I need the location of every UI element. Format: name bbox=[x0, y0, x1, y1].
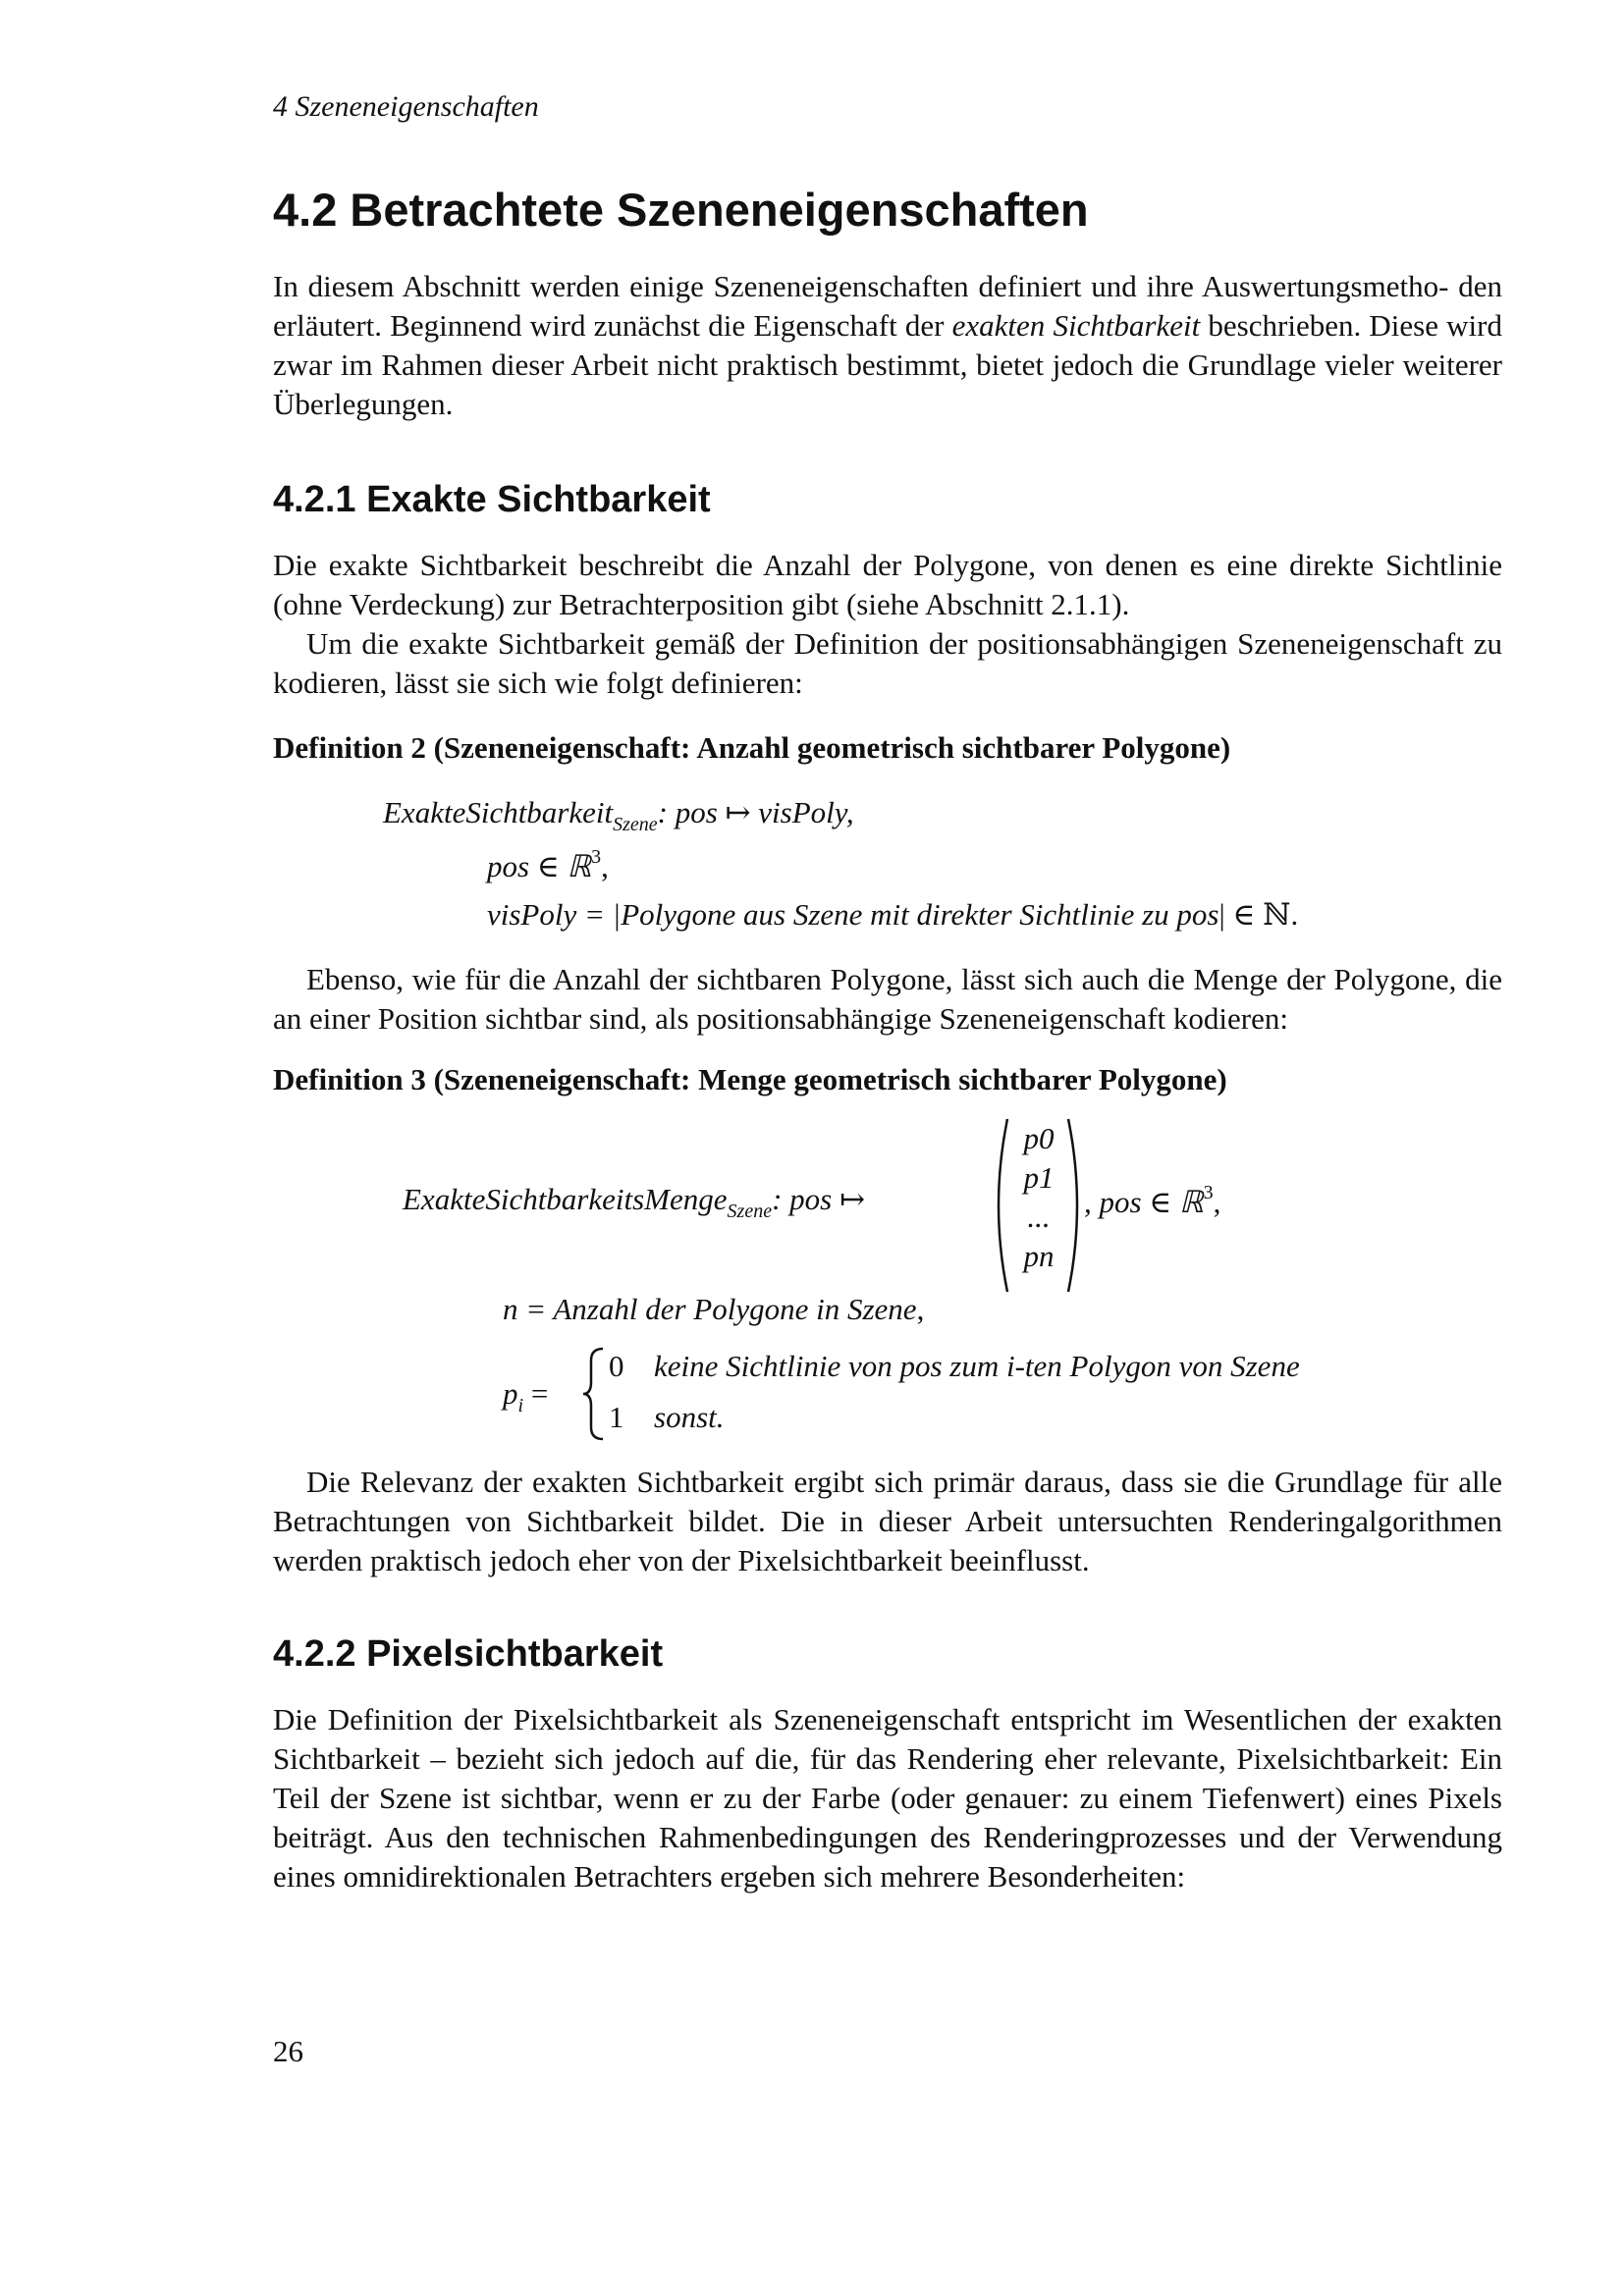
intro-paragraph bbox=[273, 267, 1502, 424]
page bbox=[273, 0, 1502, 2296]
case-0-value: 0 bbox=[609, 1349, 624, 1383]
def2-sub: Szene bbox=[613, 814, 658, 835]
vector-entry-dots: ... bbox=[1027, 1200, 1051, 1234]
def2-formula-line3 bbox=[487, 897, 1298, 933]
def3-after: , pos ∈ ℝ bbox=[1084, 1185, 1204, 1219]
def2-formula-line2 bbox=[487, 846, 609, 884]
def2-l3e: pos bbox=[1176, 897, 1219, 932]
def2-formula-line1 bbox=[383, 795, 854, 836]
def2-l3c: Szene bbox=[792, 897, 863, 932]
definition-2-title: Definition 2 (Szeneneigenschaft: Anzahl geometrisch sichtbarer Polygone) bbox=[273, 730, 1231, 765]
intro-emphasis: exakten Sichtbarkeit bbox=[951, 308, 1201, 343]
def2-l3f: | ∈ ℕ. bbox=[1218, 897, 1299, 932]
def3-n-b: Anzahl der Polygone in bbox=[553, 1292, 847, 1326]
def2-l3b: Polygone aus bbox=[621, 897, 793, 932]
subsection-title-pixel: 4.2.2 Pixelsichtbarkeit bbox=[273, 1633, 664, 1675]
paragraph-exakte-2: Um die exakte Sichtbarkeit gemäß der Definition der positionsabhängigen Szeneneigenschaft zu kodieren, lässt sie sich wie folgt definieren: bbox=[273, 626, 1502, 700]
right-paren bbox=[1068, 1119, 1077, 1292]
paragraph-exakte-4: Die Relevanz der exakten Sichtbarkeit ergibt sich primär daraus, dass sie die Grundlage für alle Betrachtungen von Sichtbarkeit bildet. Die in dieser Arbeit untersuchten Renderingalgorithmen werden praktisch jedoch eher von der Pixelsichtbarkeit beeinflusst. bbox=[273, 1465, 1502, 1577]
def3-n-a: n = bbox=[503, 1292, 554, 1326]
definition-3-title: Definition 3 (Szeneneigenschaft: Menge geometrisch sichtbarer Polygone) bbox=[273, 1062, 1227, 1096]
def3-map: : pos ↦ bbox=[772, 1182, 865, 1216]
vector-entries bbox=[1009, 1119, 1068, 1276]
def2-name: ExakteSichtbarkeit bbox=[383, 795, 614, 829]
paragraph-exakte-1: Die exakte Sichtbarkeit beschreibt die Anzahl der Polygone, von denen es eine direkte Sichtlinie (ohne Verdeckung) zur Betrachterposition gibt (siehe Abschnitt 2.1.1). bbox=[273, 548, 1502, 621]
def3-n-d: , bbox=[916, 1292, 925, 1326]
def2-sup: 3 bbox=[591, 846, 602, 868]
case-1-text: sonst. bbox=[654, 1400, 725, 1434]
paragraph-pixel-1: Die Definition der Pixelsichtbarkeit als Szeneneigenschaft entspricht im Wesentlichen der exakten Sichtbarkeit – bezieht sich jedoch auf die, für das Rendering eher relevante, Pixelsichtbarkeit: Ein Teil der Szene ist sichtbar, wenn er zu der Farbe (oder genauer: zu einem Tiefenwert) eines Pixels beiträgt. Aus den technischen Rahmenbedingungen des Renderingprozesses und der Verwendung eines omnidirektionalen Betrachters ergeben sich mehrere Besonderheiten: bbox=[273, 1702, 1502, 1894]
def3-name: ExakteSichtbarkeitsMenge bbox=[403, 1182, 728, 1216]
case-1-value: 1 bbox=[609, 1400, 624, 1434]
def3-pi-p: p bbox=[503, 1376, 518, 1411]
def2-pos: pos ∈ ℝ bbox=[487, 849, 592, 883]
section-title: 4.2 Betrachtete Szeneneigenschaften bbox=[273, 184, 1089, 236]
def3-sub: Szene bbox=[727, 1201, 773, 1222]
subsection-title-exakte: 4.2.1 Exakte Sichtbarkeit bbox=[273, 479, 711, 520]
intro-text-3: beschrieben. Diese wird zwar im Rahmen dieser Arbeit nicht praktisch bestimmt, bietet jedoch die Grundlage vieler weiterer Überlegungen. bbox=[273, 308, 1502, 421]
def3-n-line bbox=[503, 1292, 924, 1327]
vector-entry-pn: pn bbox=[1023, 1239, 1055, 1273]
vector-entry-p1: p1 bbox=[1023, 1160, 1055, 1195]
case-0-text: keine Sichtlinie von pos zum i-ten Polygon von Szene bbox=[654, 1349, 1300, 1383]
def2-rest: : pos ↦ visPoly, bbox=[657, 795, 854, 829]
def3-formula-after bbox=[1084, 1182, 1220, 1220]
def3-pi-sub: i bbox=[517, 1395, 524, 1416]
running-head: 4 Szeneneigenschaften bbox=[273, 90, 539, 123]
paragraph-exakte-3: Ebenso, wie für die Anzahl der sichtbaren Polygone, lässt sich auch die Menge der Polygone, die an einer Position sichtbar sind, als positionsabhängige Szeneneigenschaft kodieren: bbox=[273, 962, 1502, 1036]
left-paren bbox=[999, 1119, 1007, 1292]
def2-l3a: visPoly = | bbox=[487, 897, 622, 932]
def3-after-end: , bbox=[1213, 1185, 1221, 1219]
intro-text-2: den erläutert. Beginnend wird zunächst die Eigenschaft der bbox=[273, 269, 1503, 343]
def3-pi-eq: = bbox=[523, 1376, 549, 1411]
left-brace bbox=[583, 1349, 603, 1439]
def3-n-c: Szene bbox=[846, 1292, 917, 1326]
intro-text-1: In diesem Abschnitt werden einige Szeneneigenschaften definiert und ihre Auswertungsmetho- bbox=[273, 269, 1449, 303]
def2-comma: , bbox=[601, 849, 609, 883]
def3-pi bbox=[503, 1376, 548, 1417]
def2-l3d: mit direkter Sichtlinie zu bbox=[862, 897, 1177, 932]
vector-entry-p0: p0 bbox=[1023, 1121, 1055, 1155]
def3-formula-line1 bbox=[403, 1182, 865, 1223]
page-number: 26 bbox=[273, 2034, 303, 2068]
def3-after-sup: 3 bbox=[1203, 1182, 1214, 1203]
cases-brace bbox=[579, 1345, 609, 1443]
